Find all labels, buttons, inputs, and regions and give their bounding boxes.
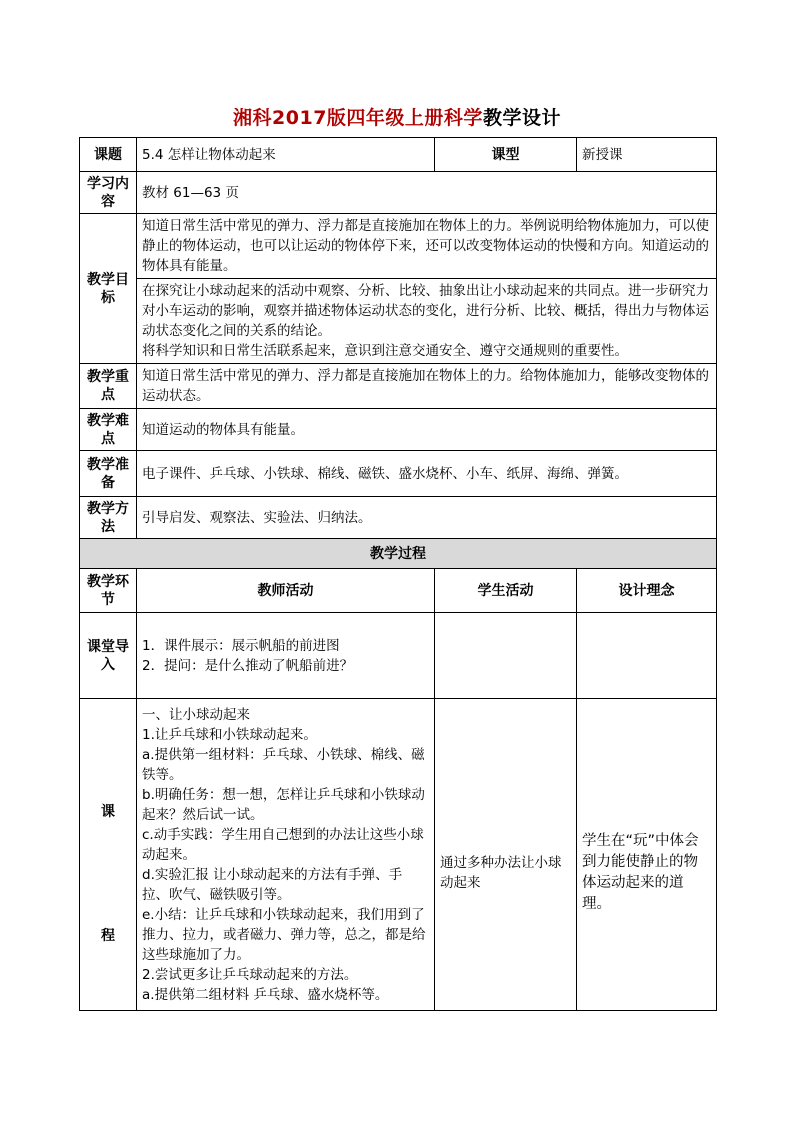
lesson-teacher-activity [137,699,435,1011]
key-points-value: 知道日常生活中常见的弹力、浮力都是直接施加在物体上的力。给物体施加力，能够改变物体的运动状态。 [137,364,717,409]
key-points-row [80,364,717,409]
process-header-row [80,569,717,613]
key-points-label: 教学重点 [80,364,137,409]
methods-value: 引导启发、观察法、实验法、归纳法。 [137,497,717,539]
difficulty-row [80,409,717,451]
content-row [80,172,717,214]
difficulty-label: 教学难点 [80,409,137,451]
intro-teacher-activity [137,613,435,699]
student-activity-header: 学生活动 [435,569,577,613]
type-label: 课型 [435,138,577,172]
goals-row-1 [80,214,717,279]
intro-design-concept [577,613,717,699]
type-value: 新授课 [577,138,717,172]
methods-row [80,497,717,539]
lesson-teacher-line: 1.让乒乓球和小铁球动起来。 [142,726,317,743]
lesson-teacher-line: d.实验汇报 让小球动起来的方法有手弹、手拉、吹气、磁铁吸引等。 [142,866,403,903]
methods-label: 教学方法 [80,497,137,539]
lesson-teacher-line: c.动手实践：学生用自己想到的办法让这些小球动起来。 [142,826,424,863]
preparation-row [80,451,717,497]
topic-label: 课题 [80,138,137,172]
goal-knowledge: 知道日常生活中常见的弹力、浮力都是直接施加在物体上的力。举例说明给物体施加力，可以使静止的物体运动，也可以让运动的物体停下来，还可以改变物体运动的快慢和方向。知道运动的物体具有能量。 [137,214,717,279]
lesson-stage-bottom: 程 [101,928,115,944]
preparation-label: 教学准备 [80,451,137,497]
intro-row [80,613,717,699]
content-label: 学习内容 [80,172,137,214]
lesson-stage-top: 课 [101,804,115,820]
teacher-activity-header: 教师活动 [137,569,435,613]
goal-process: 在探究让小球动起来的活动中观察、分析、比较、抽象出让小球动起来的共同点。进一步研究力对小车运动的影响，观察并描述物体运动状态的变化，进行分析、比较、概括，得出力与物体运动状态变化之间的关系的结论。 [142,283,709,339]
topic-value: 5.4 怎样让物体动起来 [137,138,435,172]
document-title [0,103,794,130]
lesson-teacher-line: 2.尝试更多让乒乓球动起来的方法。 [142,966,358,983]
process-section-title: 教学过程 [80,539,717,569]
difficulty-value: 知道运动的物体具有能量。 [137,409,717,451]
title-black-part: 教学设计 [482,107,561,129]
lesson-teacher-line: a.提供第二组材料 乒乓球、盛水烧杯等。 [142,986,389,1003]
goals-row-2 [80,279,717,364]
lesson-row [80,699,717,1011]
intro-teacher-line: 2．提问：是什么推动了帆船前进？ [142,657,354,674]
intro-student-activity [435,613,577,699]
goals-label: 教学目标 [80,214,137,364]
stage-header: 教学环节 [80,569,137,613]
lesson-design-concept: 学生在“玩”中体会到力能使静止的物体运动起来的道理。 [577,699,717,1011]
process-section-row [80,539,717,569]
goal-process-and-values [137,279,717,364]
lesson-stage-label [80,699,137,1011]
topic-row [80,138,717,172]
title-red-part: 湘科2017版四年级上册科学 [233,107,483,129]
lesson-teacher-line: a.提供第一组材料：乒乓球、小铁球、棉线、磁铁等。 [142,746,425,783]
intro-stage-label: 课堂导入 [80,613,137,699]
goal-values: 将科学知识和日常生活联系起来，意识到注意交通安全、遵守交通规则的重要性。 [142,343,628,359]
lesson-teacher-line: b.明确任务：想一想，怎样让乒乓球和小铁球动起来？然后试一试。 [142,786,425,823]
design-concept-header: 设计理念 [577,569,717,613]
lesson-plan-table [79,137,717,1011]
lesson-teacher-line: e.小结：让乒乓球和小铁球动起来，我们用到了推力、拉力，或者磁力、弹力等，总之，都是给这些球施加了力。 [142,906,426,963]
intro-teacher-line: 1．课件展示：展示帆船的前进图 [142,637,340,654]
lesson-teacher-line: 一、让小球动起来 [142,706,250,723]
preparation-value: 电子课件、乒乓球、小铁球、棉线、磁铁、盛水烧杯、小车、纸屏、海绵、弹簧。 [137,451,717,497]
lesson-student-activity: 通过多种办法让小球动起来 [435,699,577,1011]
content-value: 教材 61—63 页 [137,172,717,214]
